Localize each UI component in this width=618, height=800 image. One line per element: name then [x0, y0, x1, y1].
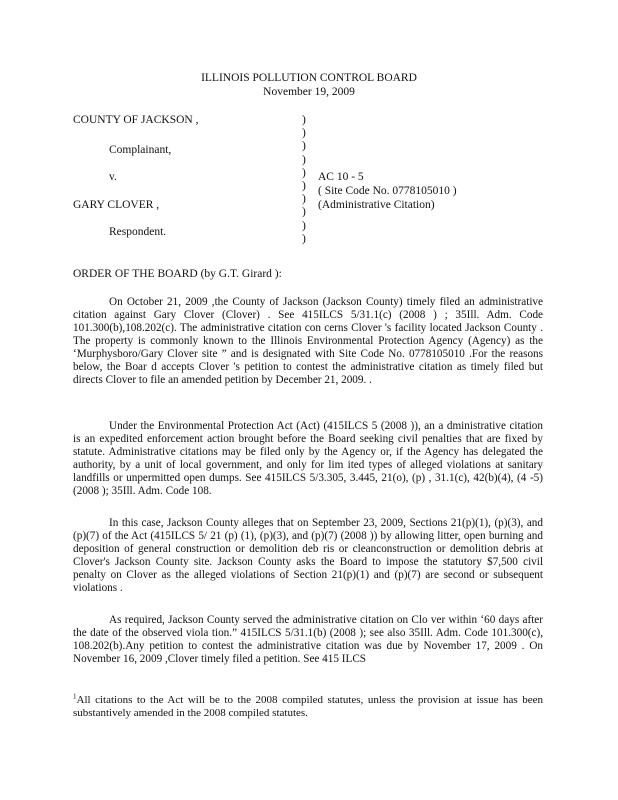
agency-title: ILLINOIS POLLUTION CONTROL BOARD [201, 72, 417, 84]
caption-paren: ) [302, 219, 306, 232]
defendant-name: GARY CLOVER , [73, 199, 160, 211]
caption-paren: ) [302, 153, 306, 166]
plaintiff-name: COUNTY OF JACKSON , [73, 114, 199, 126]
site-code: ( Site Code No. 0778105010 ) [318, 185, 457, 197]
caption-paren: ) [302, 206, 306, 219]
caption-paren: ) [302, 166, 306, 179]
defendant-role: Respondent. [109, 226, 167, 238]
paragraph-3: In this case, Jackson County alleges that on September 23, 2009, Sections 21(p)(1), (p)(3), and (p)(7) of the Act (415ILCS 5/ 21 (p) (1), (p)(3), and (p)(7) (2008 )) by allowing litter, open burning and deposition of general construction or demolition deb ris or cleanconstruction or demolition debris at Clover's Jackson County site. Jackson County asks the Board to impose the statutory $7,500 civil penalty on Clover as the alleged violations of Section 21(p)(1) and (p)(7) are second or subsequent violations . [73, 517, 543, 594]
order-heading: ORDER OF THE BOARD (by G.T. Girard ): [73, 268, 282, 280]
caption-paren: ) [302, 140, 306, 153]
case-type: (Administrative Citation) [318, 199, 435, 211]
caption-paren: ) [302, 179, 306, 192]
caption-paren-column [302, 114, 306, 246]
paragraph-2: Under the Environmental Protection Act (Act) (415ILCS 5 (2008 )), an a dministrative citation is an expedited enforcement action brought before the Board seeking civil penalties that are fixed by statute. Administrative citations may be filed only by the Agency or, if the Agency has delegated the authority, by a unit of local government, and only for lim ited types of alleged violations at sanitary landfills or unpermitted open dumps. See 415ILCS 5/3.305, 3.445, 21(o), (p) , 31.1(c), 42(b)(4), (4 -5) (2008 ); 35Ill. Adm. Code 108. [73, 420, 543, 497]
paragraph-4: As required, Jackson County served the administrative citation on Clo ver within ‘60 days after the date of the observed viola tion.” 415ILCS 5/31.1(b) (2008 ); see also 35Ill. Adm. Code 101.300(c), 108.202(b).Any petition to contest the administrative citation was due by November 17, 2009 . On November 16, 2009 ,Clover timely filed a petition. See 415 ILCS [73, 614, 543, 665]
versus-label: v. [109, 171, 117, 183]
caption-paren: ) [302, 232, 306, 245]
caption-paren: ) [302, 127, 306, 140]
footnote-text: All citations to the Act will be to the 2008 compiled statutes, unless the provision at issue has been substantively amended in the 2008 compiled statutes. [73, 694, 543, 719]
order-date: November 19, 2009 [263, 86, 355, 98]
footnote-marker: 1 [73, 692, 77, 701]
paragraph-1: On October 21, 2009 ,the County of Jackson (Jackson County) timely filed an administrative citation against Gary Clover (Clover) . See 415ILCS 5/31.1(c) (2008 ) ; 35Ill. Adm. Code 101.300(b),108.202(c). The administrative citation con cerns Clover 's facility located Jackson County . The property is commonly known to the Illinois Environmental Protection Agency (Agency) as the ‘Murphysboro/Gary Clover site ” and is designated with Site Code No. 0778105010 .For the reasons below, the Boar d accepts Clover 's petition to contest the administrative citation as timely filed but directs Clover to file an amended petition by December 21, 2009. . [73, 296, 543, 386]
plaintiff-role: Complainant, [109, 144, 172, 156]
caption-paren: ) [302, 193, 306, 206]
caption-paren: ) [302, 114, 306, 126]
footnote [73, 694, 543, 720]
case-number: AC 10 - 5 [318, 171, 364, 183]
